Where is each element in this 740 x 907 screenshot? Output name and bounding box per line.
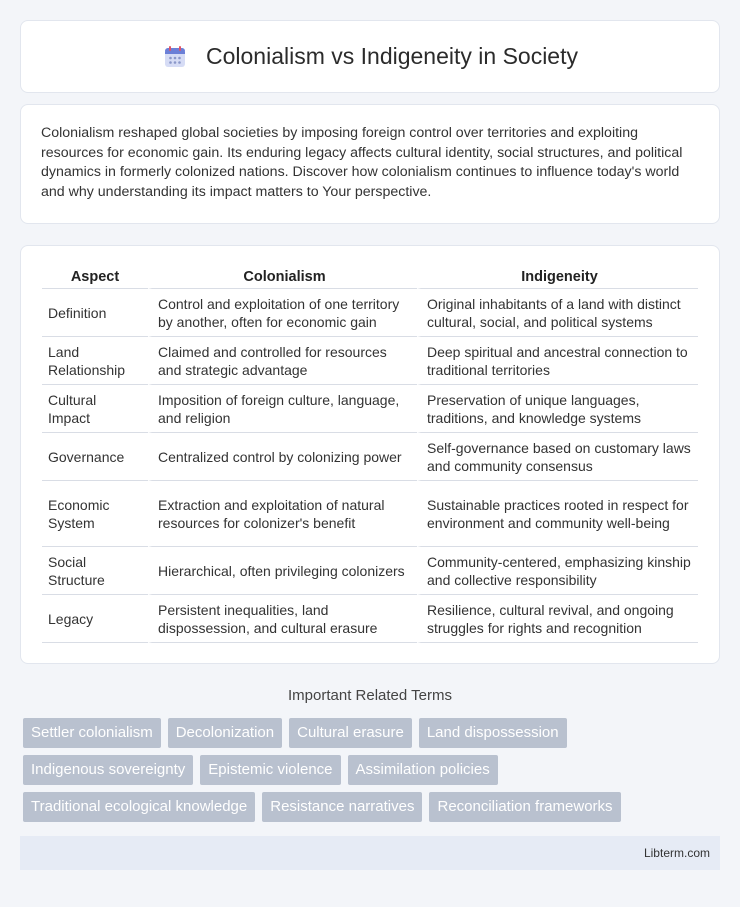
aspect-cell: Definition [42, 289, 148, 337]
related-terms-title: Important Related Terms [288, 687, 452, 704]
table-row [42, 385, 698, 433]
aspect-cell: Governance [42, 433, 148, 481]
table-row [42, 481, 698, 547]
related-terms-list [20, 718, 660, 822]
page-header [20, 20, 720, 93]
related-term-tag[interactable]: Resistance narratives [262, 792, 422, 822]
table-row [42, 289, 698, 337]
indigeneity-cell: Self-governance based on customary laws and community consensus [417, 433, 698, 481]
footer [20, 836, 720, 870]
indigeneity-cell: Sustainable practices rooted in respect for environment and community well-being [417, 481, 698, 547]
related-term-tag[interactable]: Reconciliation frameworks [429, 792, 620, 822]
header-colonialism: Colonialism [148, 264, 417, 289]
calendar-icon [162, 44, 188, 70]
indigeneity-cell: Community-centered, emphasizing kinship and collective responsibility [417, 547, 698, 595]
colonialism-cell: Claimed and controlled for resources and strategic advantage [148, 337, 417, 385]
table-row [42, 337, 698, 385]
related-term-tag[interactable]: Traditional ecological knowledge [23, 792, 255, 822]
colonialism-cell: Centralized control by colonizing power [148, 433, 417, 481]
table-row [42, 595, 698, 643]
aspect-cell: Cultural Impact [42, 385, 148, 433]
aspect-cell: Economic System [42, 481, 148, 547]
comparison-table [42, 264, 698, 643]
table-row [42, 547, 698, 595]
indigeneity-cell: Deep spiritual and ancestral connection to traditional territories [417, 337, 698, 385]
comparison-table-card [20, 245, 720, 664]
header-aspect: Aspect [42, 264, 148, 289]
related-term-tag[interactable]: Epistemic violence [200, 755, 340, 785]
colonialism-cell: Imposition of foreign culture, language, and religion [148, 385, 417, 433]
colonialism-cell: Control and exploitation of one territory by another, often for economic gain [148, 289, 417, 337]
related-term-tag[interactable]: Assimilation policies [348, 755, 498, 785]
aspect-cell: Land Relationship [42, 337, 148, 385]
colonialism-cell: Extraction and exploitation of natural resources for colonizer's benefit [148, 481, 417, 547]
indigeneity-cell: Preservation of unique languages, traditions, and knowledge systems [417, 385, 698, 433]
page-title: Colonialism vs Indigeneity in Society [205, 43, 578, 69]
related-term-tag[interactable]: Decolonization [168, 718, 282, 748]
table-header-row [42, 264, 698, 289]
table-row [42, 433, 698, 481]
related-term-tag[interactable]: Indigenous sovereignty [23, 755, 193, 785]
colonialism-cell: Persistent inequalities, land dispossession, and cultural erasure [148, 595, 417, 643]
related-term-tag[interactable]: Settler colonialism [23, 718, 161, 748]
aspect-cell: Legacy [42, 595, 148, 643]
intro-text: Colonialism reshaped global societies by imposing foreign control over territories and exploiting resources for economic gain. Its enduring legacy affects cultural identity, social structures, and political dynamics in formerly colonized nations. Discover how colonialism continues to influence today's world and why understanding its impact matters to Your perspective. [20, 104, 720, 224]
related-term-tag[interactable]: Cultural erasure [289, 718, 412, 748]
aspect-cell: Social Structure [42, 547, 148, 595]
indigeneity-cell: Resilience, cultural revival, and ongoing struggles for rights and recognition [417, 595, 698, 643]
colonialism-cell: Hierarchical, often privileging colonizers [148, 547, 417, 595]
footer-site-link[interactable]: Libterm.com [643, 846, 710, 860]
related-term-tag[interactable]: Land dispossession [419, 718, 567, 748]
header-indigeneity: Indigeneity [417, 264, 698, 289]
indigeneity-cell: Original inhabitants of a land with distinct cultural, social, and political systems [417, 289, 698, 337]
